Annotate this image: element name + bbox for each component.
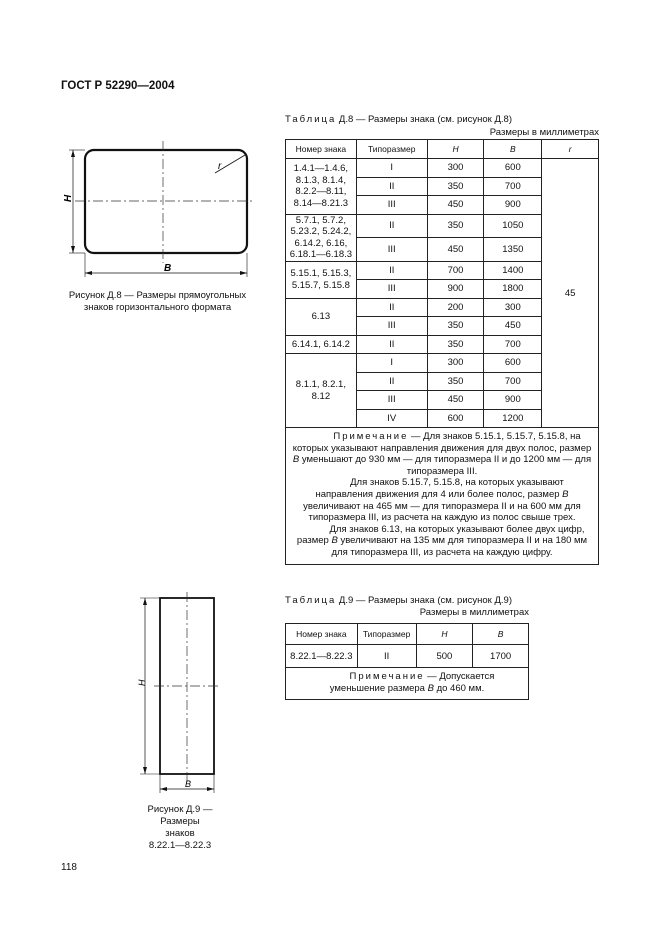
cell-typesize: II bbox=[356, 298, 427, 317]
col-header-sign-number: Номер знака bbox=[286, 624, 358, 645]
cell-typesize: III bbox=[356, 317, 427, 336]
table-d9-title: Таблица Д.9 — Размеры знака (см. рисунок Д.9) bbox=[285, 595, 512, 606]
table-row bbox=[286, 159, 599, 178]
cell-b: 450 bbox=[484, 317, 542, 336]
cell-h: 600 bbox=[427, 409, 484, 428]
col-header-h: H bbox=[416, 624, 473, 645]
cell-typesize: II bbox=[356, 177, 427, 196]
page-number: 118 bbox=[61, 862, 77, 873]
height-label: H bbox=[63, 194, 74, 202]
table-d9 bbox=[285, 623, 529, 700]
note-paragraph: Для знаков 5.15.7, 5.15.8, на которых указывают направления движения для 4 или более полос, размер B увеличивают на 465 мм — для типоразмера II и на 600 мм для типоразмера III, из расчета на каждую из полос свыше трех. bbox=[303, 477, 581, 524]
cell-r-value: 45 bbox=[542, 159, 599, 428]
cell-sign-numbers: 5.7.1, 5.7.2, 5.23.2, 5.24.2, 6.14.2, 6.16, 6.18.1—6.18.3 bbox=[286, 214, 357, 261]
figure-d8-caption: Рисунок Д.8 — Размеры прямоугольных знаков горизонтального формата bbox=[68, 290, 247, 313]
cell-b: 300 bbox=[484, 298, 542, 317]
cell-sign-numbers: 8.1.1, 8.2.1, 8.12 bbox=[286, 354, 357, 428]
table-row bbox=[286, 645, 529, 668]
cell-b: 1800 bbox=[484, 280, 542, 299]
figure-d8-drawing bbox=[55, 135, 260, 280]
cell-typesize: II bbox=[356, 372, 427, 391]
cell-typesize: III bbox=[356, 196, 427, 215]
cell-h: 350 bbox=[427, 317, 484, 336]
cell-sign: 8.22.1—8.22.3 bbox=[286, 645, 358, 668]
cell-typesize: I bbox=[356, 354, 427, 373]
col-header-b: B bbox=[473, 624, 529, 645]
col-header-b: B bbox=[484, 140, 542, 159]
col-header-typesize: Типоразмер bbox=[357, 624, 416, 645]
cell-h: 450 bbox=[427, 196, 484, 215]
cell-b: 600 bbox=[484, 354, 542, 373]
cell-b: 1700 bbox=[473, 645, 529, 668]
figure-d9-caption: Рисунок Д.9 — Размеры знаков 8.22.1—8.22.3 bbox=[147, 804, 213, 851]
cell-b: 900 bbox=[484, 391, 542, 410]
cell-h: 300 bbox=[427, 159, 484, 178]
cell-h: 500 bbox=[416, 645, 473, 668]
col-header-r: r bbox=[542, 140, 599, 159]
table-d8-units: Размеры в миллиметрах bbox=[489, 127, 599, 138]
cell-b: 1050 bbox=[484, 214, 542, 238]
table-d8 bbox=[285, 139, 599, 565]
cell-h: 350 bbox=[427, 177, 484, 196]
table-d9-note-row bbox=[286, 668, 529, 700]
cell-typesize: II bbox=[356, 335, 427, 354]
note-paragraph: Примечание — Для знаков 5.15.1, 5.15.7, 5.15.8, на которых указывают направления движения для двух полос, размер B уменьшают до 930 мм — для типоразмера II и до 1200 мм — для типоразмера III. bbox=[292, 431, 592, 477]
cell-sign-numbers: 5.15.1, 5.15.3, 5.15.7, 5.15.8 bbox=[286, 261, 357, 298]
col-header-typesize: Типоразмер bbox=[356, 140, 427, 159]
cell-typesize: III bbox=[356, 391, 427, 410]
width-label: B bbox=[164, 263, 172, 274]
cell-b: 900 bbox=[484, 196, 542, 215]
cell-typesize: II bbox=[356, 214, 427, 238]
cell-b: 700 bbox=[484, 335, 542, 354]
cell-sign-numbers: 6.14.1, 6.14.2 bbox=[286, 335, 357, 354]
note-paragraph: Для знаков 6.13, на которых указывают более двух цифр, размер B увеличивают на 135 мм для типоразмера II и на 180 мм для типоразмера III, из расчета на каждую цифру. bbox=[296, 523, 588, 558]
cell-typesize: IV bbox=[356, 409, 427, 428]
cell-typesize: III bbox=[356, 280, 427, 299]
col-header-sign-number: Номер знака bbox=[286, 140, 357, 159]
cell-h: 700 bbox=[427, 261, 484, 280]
table-d8-title: Таблица Д.8 — Размеры знака (см. рисунок Д.8) bbox=[285, 114, 512, 125]
cell-h: 350 bbox=[427, 372, 484, 391]
cell-typesize: II bbox=[357, 645, 416, 668]
cell-b: 600 bbox=[484, 159, 542, 178]
cell-typesize: II bbox=[356, 261, 427, 280]
cell-h: 350 bbox=[427, 335, 484, 354]
table-d8-note bbox=[286, 428, 599, 565]
cell-b: 700 bbox=[484, 372, 542, 391]
radius-label: r bbox=[218, 161, 222, 172]
col-header-h: H bbox=[427, 140, 484, 159]
table-d9-note: Примечание — Допускается уменьшение размера B до 460 мм. bbox=[286, 668, 529, 700]
cell-b: 1350 bbox=[484, 238, 542, 262]
document-header: ГОСТ Р 52290—2004 bbox=[61, 80, 175, 92]
cell-sign-numbers: 1.4.1—1.4.6, 8.1.3, 8.1.4, 8.2.2—8.11, 8.14—8.21.3 bbox=[286, 159, 357, 215]
cell-b: 700 bbox=[484, 177, 542, 196]
cell-h: 300 bbox=[427, 354, 484, 373]
cell-b: 1400 bbox=[484, 261, 542, 280]
cell-sign-numbers: 6.13 bbox=[286, 298, 357, 335]
table-d9-units: Размеры в миллиметрах bbox=[419, 607, 529, 618]
cell-h: 350 bbox=[427, 214, 484, 238]
cell-typesize: III bbox=[356, 238, 427, 262]
cell-h: 450 bbox=[427, 238, 484, 262]
sign-outline bbox=[85, 150, 247, 253]
cell-b: 1200 bbox=[484, 409, 542, 428]
cell-h: 450 bbox=[427, 391, 484, 410]
table-d8-note-row bbox=[286, 428, 599, 565]
cell-h: 200 bbox=[427, 298, 484, 317]
cell-typesize: I bbox=[356, 159, 427, 178]
height-label: H bbox=[137, 679, 147, 686]
figure-d9-drawing bbox=[130, 590, 230, 795]
width-label: B bbox=[185, 779, 192, 789]
cell-h: 900 bbox=[427, 280, 484, 299]
